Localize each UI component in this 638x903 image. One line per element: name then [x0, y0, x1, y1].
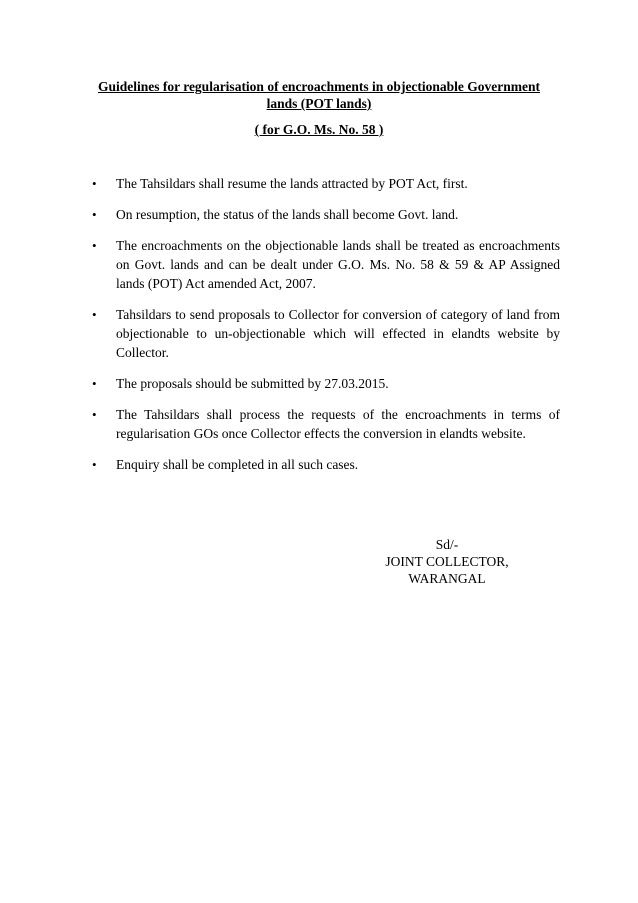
guidelines-list [92, 174, 560, 486]
bullet-icon: • [92, 238, 97, 253]
list-item-text: The encroachments on the objectionable lands shall be treated as encroachments on Govt. lands and can be dealt under G.O. Ms. No. 58 & 59 & AP Assigned lands (POT) Act amended Act, 2007. [116, 238, 560, 291]
title-line-1: Guidelines for regularisation of encroachments in objectionable Government [97, 79, 541, 94]
list-item [92, 305, 560, 362]
list-item-text: Tahsildars to send proposals to Collector for conversion of category of land from objectionable to un-objectionable which will effected in elandts website by Collector. [116, 307, 560, 360]
bullet-icon: • [92, 407, 97, 422]
list-item-text: On resumption, the status of the lands shall become Govt. land. [116, 207, 459, 222]
signature-block [362, 536, 532, 587]
title-line-2: lands (POT lands) [266, 96, 372, 111]
signature-designation: JOINT COLLECTOR, [385, 554, 509, 569]
bullet-icon: • [92, 176, 97, 191]
signature-place: WARANGAL [408, 571, 486, 586]
bullet-icon: • [92, 457, 97, 472]
list-item [92, 455, 560, 474]
list-item-text: The Tahsildars shall resume the lands attracted by POT Act, first. [116, 176, 468, 191]
document-title [80, 78, 558, 138]
title-subtitle: ( for G.O. Ms. No. 58 ) [254, 122, 384, 137]
list-item [92, 374, 560, 393]
list-item [92, 405, 560, 443]
bullet-icon: • [92, 207, 97, 222]
list-item [92, 205, 560, 224]
list-item-text: The Tahsildars shall process the requests of the encroachments in terms of regularisation GOs once Collector effects the conversion in elandts website. [116, 407, 560, 441]
list-item [92, 236, 560, 293]
signature-sd: Sd/- [435, 537, 459, 552]
list-item-text: Enquiry shall be completed in all such cases. [116, 457, 359, 472]
bullet-icon: • [92, 307, 97, 322]
list-item [92, 174, 560, 193]
bullet-icon: • [92, 376, 97, 391]
list-item-text: The proposals should be submitted by 27.03.2015. [116, 376, 389, 391]
